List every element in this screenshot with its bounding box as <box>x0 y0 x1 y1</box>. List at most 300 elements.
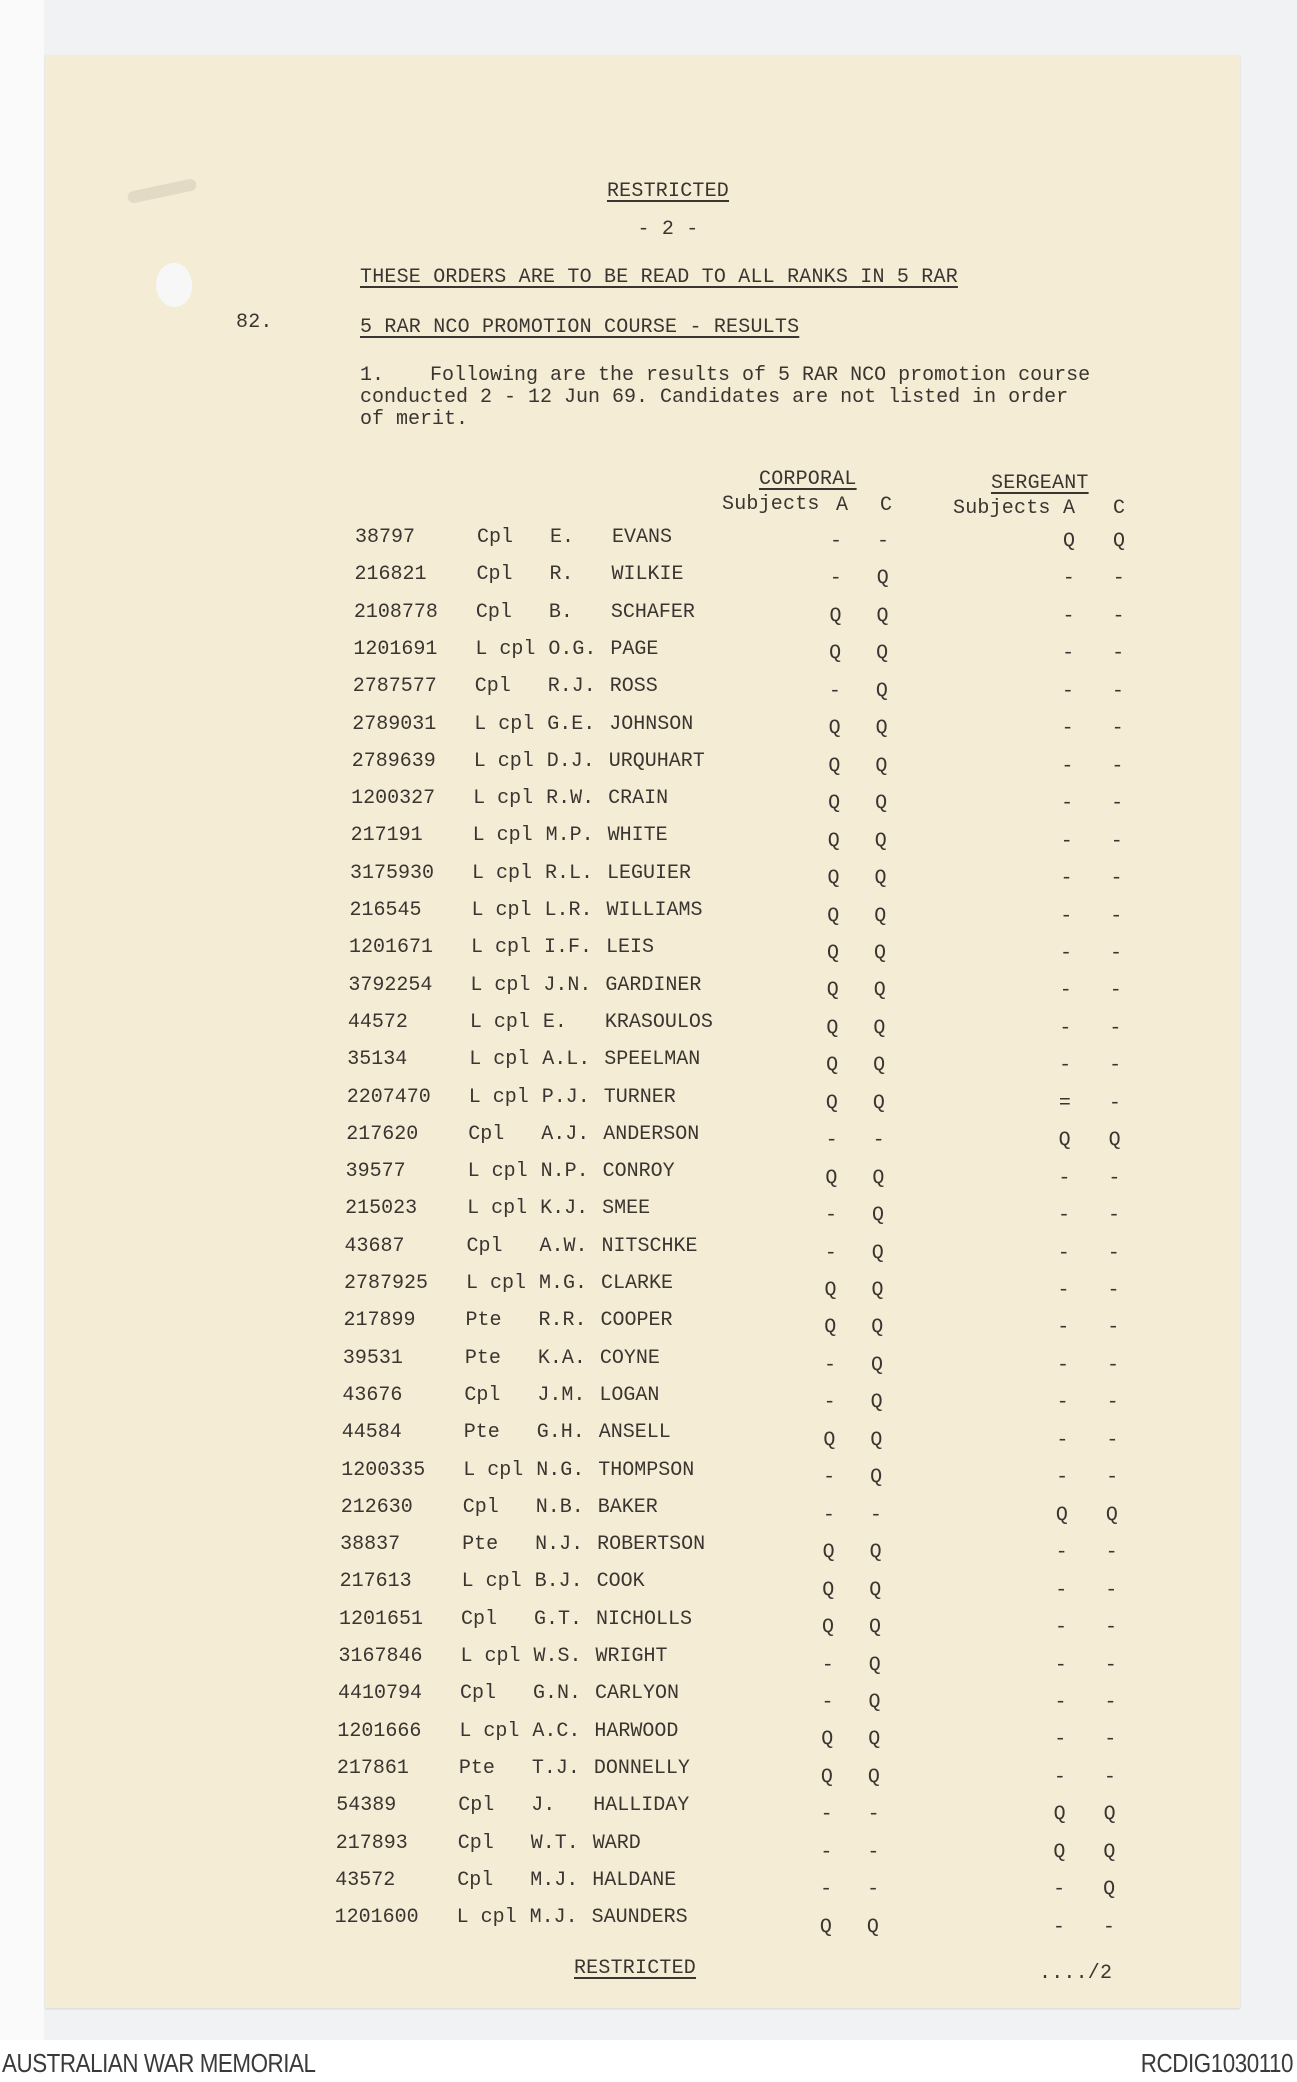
corporal-subject-c: Q <box>873 941 886 965</box>
sergeant-group-heading: SERGEANT <box>991 472 1089 495</box>
sergeant-col-a: A <box>1063 497 1076 520</box>
service-number: 3175930 <box>350 861 435 885</box>
initials: R.R. <box>538 1309 587 1333</box>
paragraph-line: conducted 2 - 12 Jun 69. Candidates are not listed in order <box>360 386 1069 409</box>
sergeant-subject-c: - <box>1103 1765 1116 1789</box>
surname: ANDERSON <box>603 1122 700 1146</box>
table-row <box>0 1570 1297 1607</box>
table-row <box>0 1421 1297 1458</box>
sergeant-subject-a: - <box>1053 1765 1066 1789</box>
sergeant-subject-c: - <box>1102 1915 1115 1939</box>
corporal-subject-c: Q <box>872 1166 885 1190</box>
service-number: 3167846 <box>338 1645 423 1668</box>
sergeant-subject-a: Q <box>1063 530 1076 553</box>
service-number: 216821 <box>354 563 427 587</box>
sergeant-subject-a: - <box>1055 1616 1068 1640</box>
corporal-subject-a: - <box>821 1653 834 1677</box>
service-number: 1201671 <box>348 936 433 960</box>
service-number: 2789639 <box>351 749 436 773</box>
sergeant-subject-a: - <box>1059 979 1072 1003</box>
sergeant-subject-a: - <box>1060 867 1073 891</box>
surname: SCHAFER <box>610 600 695 624</box>
table-row <box>0 1906 1297 1943</box>
table-row <box>0 1459 1297 1496</box>
institution-name: AUSTRALIAN WAR MEMORIAL <box>2 2048 316 2078</box>
rank: L cpl <box>459 1719 520 1743</box>
rank: L cpl <box>469 1048 530 1072</box>
surname: GARDINER <box>605 973 702 997</box>
corporal-subject-a: - <box>823 1391 836 1415</box>
rank: L cpl <box>456 1906 517 1930</box>
corporal-subject-c: Q <box>872 1091 885 1115</box>
surname: CRAIN <box>608 787 669 811</box>
service-number: 2789031 <box>352 712 437 736</box>
sergeant-subject-a: - <box>1059 1054 1072 1078</box>
service-number: 1201600 <box>334 1906 419 1930</box>
sergeant-subject-c: - <box>1112 642 1125 666</box>
surname: CARLYON <box>594 1682 679 1706</box>
service-number: 217899 <box>343 1309 416 1333</box>
table-row <box>0 1757 1297 1794</box>
corporal-subject-a: Q <box>822 1616 835 1640</box>
sergeant-subject-a: - <box>1061 717 1074 741</box>
surname: LOGAN <box>599 1383 660 1407</box>
rank: L cpl <box>470 973 531 997</box>
surname: LEGUIER <box>607 861 692 885</box>
rank: L cpl <box>460 1645 521 1668</box>
sergeant-subject-c: - <box>1108 1204 1121 1228</box>
corporal-subject-c: Q <box>867 1765 880 1789</box>
table-row <box>0 1048 1297 1085</box>
sergeant-subject-c: - <box>1111 717 1124 741</box>
sergeant-subject-a: - <box>1056 1466 1069 1490</box>
sergeant-subject-c: Q <box>1103 1878 1116 1902</box>
table-row <box>0 1309 1297 1346</box>
corporal-subject-c: Q <box>874 829 887 853</box>
service-number: 217613 <box>339 1570 412 1594</box>
table-row <box>0 1533 1297 1570</box>
surname: NICHOLLS <box>596 1607 693 1631</box>
service-number: 217893 <box>335 1831 408 1855</box>
table-row <box>0 787 1297 824</box>
corporal-subject-c: Q <box>874 904 887 928</box>
sergeant-subject-c: - <box>1111 679 1124 703</box>
service-number: 215023 <box>345 1197 418 1221</box>
surname: CONROY <box>602 1160 675 1184</box>
rank: Cpl <box>466 1234 503 1258</box>
initials: B. <box>548 600 573 624</box>
sergeant-subject-a: - <box>1060 829 1073 853</box>
table-row <box>0 638 1297 675</box>
sergeant-subject-c: - <box>1109 1016 1122 1040</box>
corporal-subject-a: Q <box>827 867 840 891</box>
corporal-subject-c: Q <box>875 792 888 816</box>
sergeant-subject-c: - <box>1109 1054 1122 1078</box>
service-number: 1201651 <box>339 1607 424 1631</box>
archive-footer <box>0 2040 1297 2082</box>
surname: COOK <box>596 1570 645 1594</box>
table-row <box>0 1608 1297 1645</box>
sergeant-subject-c: - <box>1105 1541 1118 1565</box>
sergeant-subject-c: - <box>1111 754 1124 778</box>
corporal-subject-a: Q <box>824 1316 837 1340</box>
service-number: 54389 <box>336 1794 397 1818</box>
initials: G.E. <box>547 712 596 736</box>
sergeant-subject-c: - <box>1109 941 1122 965</box>
sergeant-subject-a: - <box>1055 1578 1068 1602</box>
table-row <box>0 601 1297 638</box>
sergeant-subject-c: - <box>1104 1653 1117 1677</box>
rank: L cpl <box>473 749 534 773</box>
sergeant-subject-c: - <box>1106 1391 1119 1415</box>
initials: P.J. <box>541 1085 590 1109</box>
surname: WILLIAMS <box>606 899 703 922</box>
orders-notice: THESE ORDERS ARE TO BE READ TO ALL RANKS IN 5 RAR <box>360 266 958 289</box>
corporal-subject-a: Q <box>827 829 840 853</box>
service-number: 217191 <box>350 824 423 848</box>
sergeant-subject-a: - <box>1061 754 1074 778</box>
corporal-subject-c: Q <box>869 1578 882 1602</box>
sergeant-subject-c: - <box>1106 1353 1119 1377</box>
surname: WARD <box>592 1831 641 1855</box>
corporal-subject-a: Q <box>824 1279 837 1302</box>
rank: Cpl <box>475 600 512 624</box>
sergeant-subject-c: - <box>1107 1241 1120 1265</box>
corporal-subject-c: Q <box>866 1915 879 1939</box>
corporal-subject-a: Q <box>825 1166 838 1190</box>
corporal-subject-c: Q <box>871 1279 884 1302</box>
rank: Cpl <box>459 1682 496 1706</box>
sergeant-subject-c: - <box>1105 1578 1118 1602</box>
corporal-subject-c: - <box>872 1129 885 1153</box>
corporal-subject-a: Q <box>823 1428 836 1452</box>
corporal-subject-a: Q <box>819 1915 832 1939</box>
sergeant-subject-a: - <box>1061 792 1074 816</box>
corporal-col-a: A <box>836 494 849 517</box>
sergeant-subject-a: - <box>1057 1279 1070 1302</box>
sergeant-subject-a: - <box>1061 679 1074 703</box>
initials: T.J. <box>531 1756 580 1780</box>
rank: Cpl <box>464 1383 501 1407</box>
initials: A.W. <box>539 1234 588 1258</box>
rank: L cpl <box>471 899 532 922</box>
sergeant-subject-a: - <box>1060 904 1073 928</box>
surname: DONNELLY <box>593 1756 690 1780</box>
sergeant-subject-a: - <box>1059 941 1072 965</box>
rank: Cpl <box>462 1495 499 1519</box>
rank: Pte <box>462 1533 499 1557</box>
sergeant-subject-a: - <box>1056 1428 1069 1452</box>
corporal-subject-a: Q <box>826 1054 839 1078</box>
sergeant-subject-a: - <box>1054 1653 1067 1677</box>
surname: WHITE <box>607 824 668 848</box>
table-row <box>0 1384 1297 1421</box>
sergeant-subject-c: - <box>1107 1316 1120 1340</box>
sergeant-subject-c: - <box>1108 1166 1121 1190</box>
paper-crease <box>127 178 198 204</box>
initials: I.F. <box>543 936 592 960</box>
classification-footer: RESTRICTED <box>573 1957 697 1980</box>
initials: G.N. <box>532 1682 581 1706</box>
table-row <box>0 936 1297 973</box>
initials: A.L. <box>542 1048 591 1072</box>
service-number: 217861 <box>336 1756 409 1780</box>
initials: W.T. <box>530 1831 579 1855</box>
corporal-subject-a: Q <box>825 1091 838 1115</box>
surname: WRIGHT <box>595 1645 668 1668</box>
sergeant-subject-a: - <box>1056 1353 1069 1377</box>
sergeant-subject-a: Q <box>1053 1840 1066 1864</box>
section-title: 5 RAR NCO PROMOTION COURSE - RESULTS <box>360 316 800 339</box>
table-row <box>0 1682 1297 1719</box>
rank: Cpl <box>461 1607 498 1631</box>
corporal-subject-a: Q <box>821 1728 834 1752</box>
corporal-subject-a: Q <box>822 1541 835 1565</box>
initials: N.G. <box>536 1458 585 1482</box>
sergeant-subject-c: Q <box>1113 530 1126 553</box>
corporal-subject-c: - <box>867 1840 880 1864</box>
table-row <box>0 526 1297 563</box>
initials: R.J. <box>547 675 596 699</box>
table-row <box>0 899 1297 936</box>
corporal-subject-a: Q <box>829 642 842 666</box>
sergeant-subject-a: - <box>1057 1316 1070 1340</box>
rank: Pte <box>464 1346 501 1370</box>
sergeant-subject-c: - <box>1111 792 1124 816</box>
corporal-subject-c: Q <box>870 1353 883 1377</box>
initials: A.J. <box>541 1122 590 1146</box>
table-row <box>0 974 1297 1011</box>
service-number: 38837 <box>340 1533 401 1557</box>
sergeant-subject-c: Q <box>1103 1840 1116 1864</box>
service-number: 43687 <box>344 1234 405 1258</box>
table-row <box>0 1869 1297 1906</box>
surname: COOPER <box>600 1309 673 1333</box>
surname: ROSS <box>609 675 658 699</box>
initials: B.J. <box>534 1570 583 1594</box>
surname: LEIS <box>605 936 654 960</box>
table-row <box>0 862 1297 899</box>
table-row <box>0 1235 1297 1272</box>
corporal-subject-c: - <box>869 1503 882 1527</box>
initials: E. <box>550 526 575 549</box>
surname: EVANS <box>612 526 673 549</box>
corporal-subject-c: Q <box>871 1316 884 1340</box>
sergeant-subject-a: - <box>1055 1541 1068 1565</box>
table-row <box>0 1011 1297 1048</box>
corporal-subject-a: Q <box>826 941 839 965</box>
initials: R. <box>549 563 574 587</box>
surname: COYNE <box>599 1346 660 1370</box>
corporal-subject-c: - <box>867 1878 880 1902</box>
rank: L cpl <box>474 712 535 736</box>
corporal-subject-a: - <box>823 1466 836 1490</box>
sergeant-subject-a: - <box>1054 1690 1067 1714</box>
sergeant-subject-a: Q <box>1058 1129 1071 1153</box>
corporal-col-c: C <box>880 494 893 517</box>
service-number: 2787577 <box>352 675 437 699</box>
sergeant-subject-c: - <box>1108 1091 1121 1115</box>
initials: L.R. <box>544 899 593 922</box>
sergeant-subject-c: Q <box>1105 1503 1118 1527</box>
rank: L cpl <box>475 637 536 661</box>
service-number: 216545 <box>349 899 422 922</box>
corporal-subject-c: Q <box>868 1653 881 1677</box>
table-row <box>0 563 1297 600</box>
corporal-subject-c: Q <box>875 754 888 778</box>
sergeant-subject-a: - <box>1058 1166 1071 1190</box>
sergeant-subject-a: - <box>1052 1915 1065 1939</box>
surname: THOMPSON <box>598 1458 695 1482</box>
initials: K.J. <box>540 1197 589 1221</box>
rank: Cpl <box>477 526 514 549</box>
rank: Pte <box>465 1309 502 1333</box>
sergeant-subject-a: - <box>1056 1391 1069 1415</box>
service-number: 2787925 <box>344 1272 429 1295</box>
table-row <box>0 1720 1297 1757</box>
corporal-subject-c: Q <box>876 567 889 591</box>
service-number: 212630 <box>340 1495 413 1519</box>
sergeant-subject-a: Q <box>1055 1503 1068 1527</box>
surname: HALLIDAY <box>593 1794 690 1818</box>
corporal-subject-a: - <box>820 1878 833 1902</box>
surname: SAUNDERS <box>591 1906 688 1930</box>
sergeant-subject-a: - <box>1062 567 1075 591</box>
paragraph-line: Following are the results of 5 RAR NCO promotion course <box>430 364 1091 387</box>
table-row <box>0 750 1297 787</box>
sergeant-subject-a: - <box>1058 1204 1071 1228</box>
surname: URQUHART <box>608 749 705 773</box>
sergeant-subject-c: - <box>1112 604 1125 628</box>
sergeant-subject-c: - <box>1110 904 1123 928</box>
initials: R.W. <box>546 787 595 811</box>
service-number: 2207470 <box>346 1085 431 1109</box>
surname: SMEE <box>602 1197 651 1221</box>
table-row <box>0 1832 1297 1869</box>
service-number: 4410794 <box>337 1682 422 1706</box>
table-row <box>0 1197 1297 1234</box>
service-number: 44572 <box>347 1010 408 1034</box>
table-row <box>0 713 1297 750</box>
corporal-subject-a: Q <box>829 604 842 628</box>
rank: L cpl <box>470 936 531 960</box>
rank: Cpl <box>476 563 513 587</box>
corporal-subject-c: Q <box>873 1016 886 1040</box>
rank: Pte <box>458 1756 495 1780</box>
rank: L cpl <box>463 1458 524 1482</box>
corporal-subject-a: Q <box>826 979 839 1003</box>
corporal-subject-a: Q <box>828 717 841 741</box>
sergeant-subject-a: - <box>1062 604 1075 628</box>
corporal-subject-a: - <box>824 1241 837 1265</box>
initials: G.T. <box>534 1607 583 1631</box>
rank: L cpl <box>472 861 533 885</box>
service-number: 44584 <box>341 1421 402 1445</box>
table-row <box>0 1794 1297 1831</box>
service-number: 217620 <box>346 1122 419 1146</box>
sergeant-subject-a: = <box>1058 1091 1071 1115</box>
sergeant-subject-c: - <box>1105 1616 1118 1640</box>
corporal-subject-c: Q <box>875 717 888 741</box>
initials: N.P. <box>540 1160 589 1184</box>
initials: D.J. <box>546 749 595 773</box>
sergeant-subject-c: Q <box>1103 1803 1116 1827</box>
corporal-subject-a: - <box>825 1129 838 1153</box>
corporal-subject-c: Q <box>871 1241 884 1265</box>
corporal-subject-a: - <box>820 1840 833 1864</box>
initials: M.J. <box>530 1868 579 1892</box>
sergeant-subject-a: Q <box>1053 1803 1066 1827</box>
corporal-subject-a: Q <box>820 1765 833 1789</box>
corporal-subject-a: Q <box>828 792 841 816</box>
service-number: 1201691 <box>353 637 438 661</box>
rank: L cpl <box>473 787 534 811</box>
initials: J.N. <box>543 973 592 997</box>
corporal-subject-c: Q <box>876 642 889 666</box>
corporal-subject-a: - <box>821 1690 834 1714</box>
classification-header: RESTRICTED <box>606 180 730 203</box>
sergeant-subject-a: - <box>1062 642 1075 666</box>
rank: L cpl <box>467 1197 528 1221</box>
initials: N.J. <box>535 1533 584 1557</box>
corporal-subject-c: Q <box>868 1690 881 1714</box>
corporal-subject-c: - <box>877 530 890 553</box>
paragraph-number: 1. <box>360 364 385 387</box>
rank: L cpl <box>469 1010 530 1034</box>
table-row <box>0 1272 1297 1309</box>
surname: HARWOOD <box>594 1719 679 1743</box>
sergeant-subject-c: - <box>1104 1728 1117 1752</box>
intro-paragraph <box>360 365 1120 431</box>
corporal-subject-a: - <box>820 1803 833 1827</box>
sergeant-subject-c: - <box>1104 1690 1117 1714</box>
continuation-marker: ..../2 <box>1039 1962 1113 1985</box>
rank: Cpl <box>474 675 511 699</box>
surname: WILKIE <box>611 563 684 587</box>
paragraph-line: of merit. <box>360 408 469 431</box>
surname: ANSELL <box>598 1421 671 1445</box>
initials: K.A. <box>537 1346 586 1370</box>
corporal-subjects-label: Subjects <box>722 493 820 516</box>
corporal-subject-a: - <box>830 530 843 553</box>
service-number: 38797 <box>355 526 416 549</box>
corporal-subject-c: Q <box>868 1728 881 1752</box>
corporal-subject-c: Q <box>872 1204 885 1228</box>
rank: Pte <box>463 1421 500 1445</box>
rank: Cpl <box>457 1831 494 1855</box>
service-number: 1200335 <box>341 1458 426 1482</box>
sergeant-subject-c: - <box>1112 567 1125 591</box>
rank: L cpl <box>461 1570 522 1594</box>
sergeant-col-c: C <box>1113 497 1126 520</box>
section-number: 82. <box>236 311 273 334</box>
rank: L cpl <box>468 1085 529 1109</box>
sergeant-subject-a: - <box>1054 1728 1067 1752</box>
service-number: 43676 <box>342 1383 403 1407</box>
surname: CLARKE <box>601 1272 674 1295</box>
sergeant-subject-c: Q <box>1108 1129 1121 1153</box>
initials: G.H. <box>536 1421 585 1445</box>
surname: NITSCHKE <box>601 1234 698 1258</box>
service-number: 39577 <box>345 1160 406 1184</box>
sergeant-subject-c: - <box>1110 829 1123 853</box>
initials: M.J. <box>529 1906 578 1930</box>
initials: J. <box>531 1794 556 1818</box>
service-number: 1201666 <box>337 1719 422 1743</box>
table-row <box>0 675 1297 712</box>
corporal-subject-c: Q <box>869 1541 882 1565</box>
surname: TURNER <box>603 1085 676 1109</box>
